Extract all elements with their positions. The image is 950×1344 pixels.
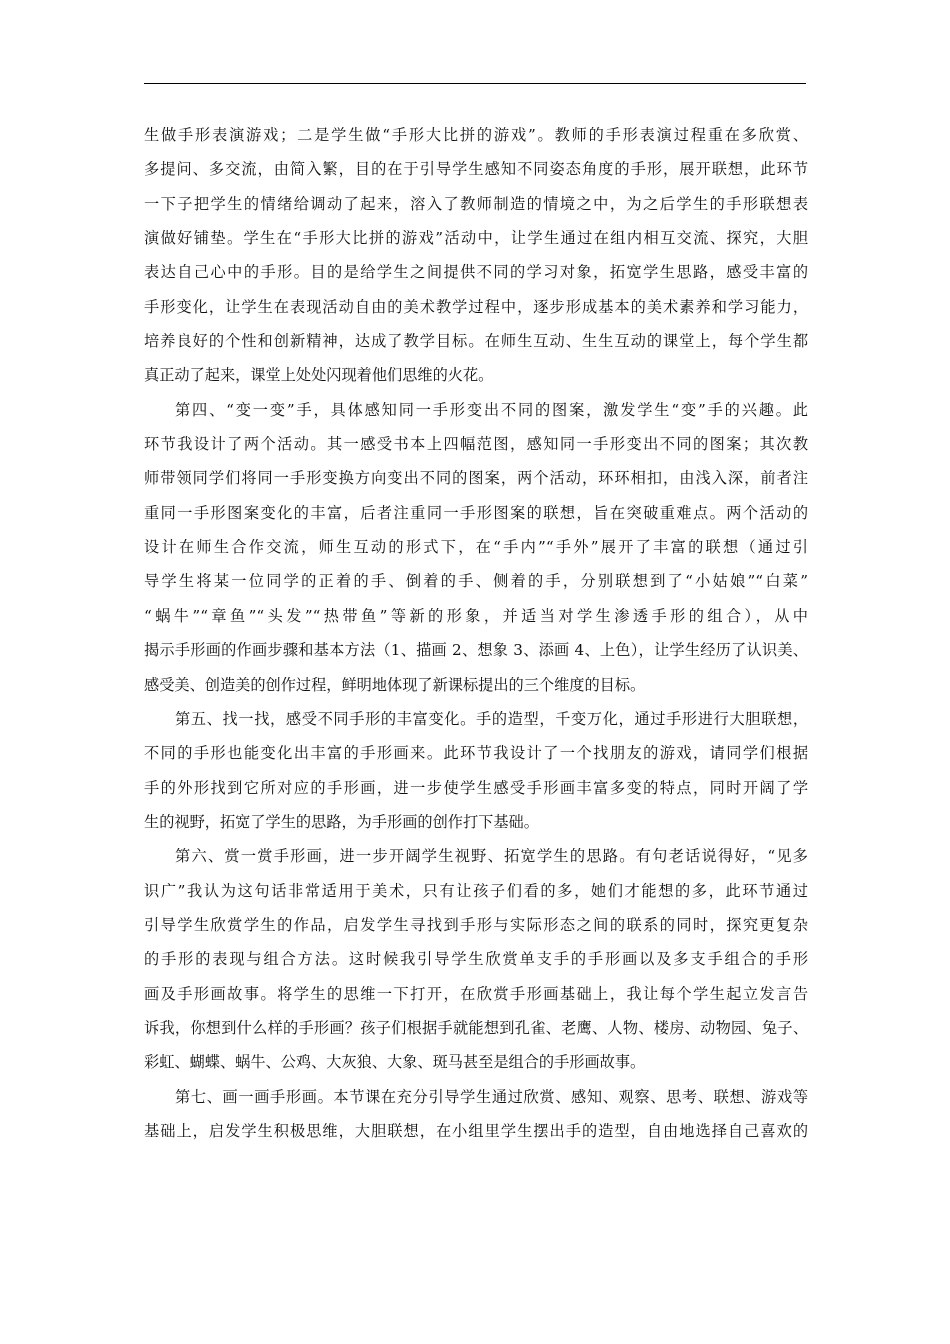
text-line: 手的外形找到它所对应的手形画，进一步使学生感受手形画丰富多变的特点，同时开阔了学 bbox=[144, 778, 808, 797]
text-line: 培养良好的个性和创新精神，达成了教学目标。在师生互动、生生互动的课堂上，每个学生都 bbox=[144, 332, 808, 351]
text-line: 多提问、多交流，由简入繁，目的在于引导学生感知不同姿态角度的手形，展开联想，此环节 bbox=[144, 160, 808, 179]
text-line: 识广”我认为这句话非常适用于美术，只有让孩子们看的多，她们才能想的多，此环节通过 bbox=[144, 881, 808, 900]
text-line: 不同的手形也能变化出丰富的手形画来。此环节我设计了一个找朋友的游戏，请同学们根据 bbox=[144, 744, 808, 763]
text-line: 设计在师生合作交流，师生互动的形式下，在“手内”“手外”展开了丰富的联想（通过引 bbox=[144, 538, 808, 557]
text-line: 第六、赏一赏手形画，进一步开阔学生视野、拓宽学生的思路。有句老话说得好，“见多 bbox=[175, 847, 808, 866]
header-rule bbox=[144, 83, 806, 84]
text-line: 感受美、创造美的创作过程，鲜明地体现了新课标提出的三个维度的目标。 bbox=[144, 675, 646, 694]
text-line: 导学生将某一位同学的正着的手、倒着的手、侧着的手，分别联想到了“小姑娘”“白菜” bbox=[144, 572, 808, 591]
text-line: “蜗牛”“章鱼”“头发”“热带鱼”等新的形象，并适当对学生渗透手形的组合），从中 bbox=[144, 606, 808, 625]
text-line: 彩虹、蝴蝶、蜗牛、公鸡、大灰狼、大象、斑马甚至是组合的手形画故事。 bbox=[144, 1053, 646, 1072]
paragraph bbox=[144, 118, 808, 393]
text-line: 师带领同学们将同一手形变换方向变出不同的图案，两个活动，环环相扣，由浅入深，前者注 bbox=[144, 469, 808, 488]
text-line: 引导学生欣赏学生的作品，启发学生寻找到手形与实际形态之间的联系的同时，探究更复杂 bbox=[144, 915, 808, 934]
body-text bbox=[144, 118, 808, 1148]
text-line: 重同一手形图案变化的丰富，后者注重同一手形图案的联想，旨在突破重难点。两个活动的 bbox=[144, 503, 808, 522]
text-line: 环节我设计了两个活动。其一感受书本上四幅范图，感知同一手形变出不同的图案；其次教 bbox=[144, 435, 808, 454]
text-line: 生的视野，拓宽了学生的思路，为手形画的创作打下基础。 bbox=[144, 812, 539, 831]
text-line: 画及手形画故事。将学生的思维一下打开，在欣赏手形画基础上，我让每个学生起立发言告 bbox=[144, 984, 808, 1003]
text-line: 揭示手形画的作画步骤和基本方法（1、描画 2、想象 3、添画 4、上色），让学生经历了认识美、 bbox=[144, 641, 808, 660]
text-line: 第四、“变一变”手，具体感知同一手形变出不同的图案，激发学生“变”手的兴趣。此 bbox=[175, 400, 808, 419]
paragraph bbox=[144, 702, 808, 839]
text-line: 演做好铺垫。学生在“手形大比拼的游戏”活动中，让学生通过在组内相互交流、探究，大胆 bbox=[144, 229, 808, 248]
text-line: 手形变化，让学生在表现活动自由的美术教学过程中，逐步形成基本的美术素养和学习能力， bbox=[144, 297, 808, 316]
text-line: 第七、画一画手形画。本节课在充分引导学生通过欣赏、感知、观察、思考、联想、游戏等 bbox=[175, 1087, 808, 1106]
text-line: 表达自己心中的手形。目的是给学生之间提供不同的学习对象，拓宽学生思路，感受丰富的 bbox=[144, 263, 808, 282]
text-line: 的手形的表现与组合方法。这时候我引导学生欣赏单支手的手形画以及多支手组合的手形 bbox=[144, 950, 808, 969]
paragraph bbox=[144, 839, 808, 1079]
text-line: 真正动了起来，课堂上处处闪现着他们思维的火花。 bbox=[144, 366, 494, 385]
paragraph bbox=[144, 1080, 808, 1149]
text-line: 第五、找一找，感受不同手形的丰富变化。手的造型，千变万化，通过手形进行大胆联想， bbox=[175, 709, 808, 728]
text-line: 生做手形表演游戏；二是学生做“手形大比拼的游戏”。教师的手形表演过程重在多欣赏、 bbox=[144, 126, 808, 144]
text-line: 一下子把学生的情绪给调动了起来，溶入了教师制造的情境之中，为之后学生的手形联想表 bbox=[144, 194, 808, 213]
text-line: 基础上，启发学生积极思维，大胆联想，在小组里学生摆出手的造型，自由地选择自己喜欢的 bbox=[144, 1121, 808, 1140]
text-line: 诉我，你想到什么样的手形画？孩子们根据手就能想到孔雀、老鹰、人物、楼房、动物园、兔子、 bbox=[144, 1018, 808, 1037]
paragraph bbox=[144, 393, 808, 702]
